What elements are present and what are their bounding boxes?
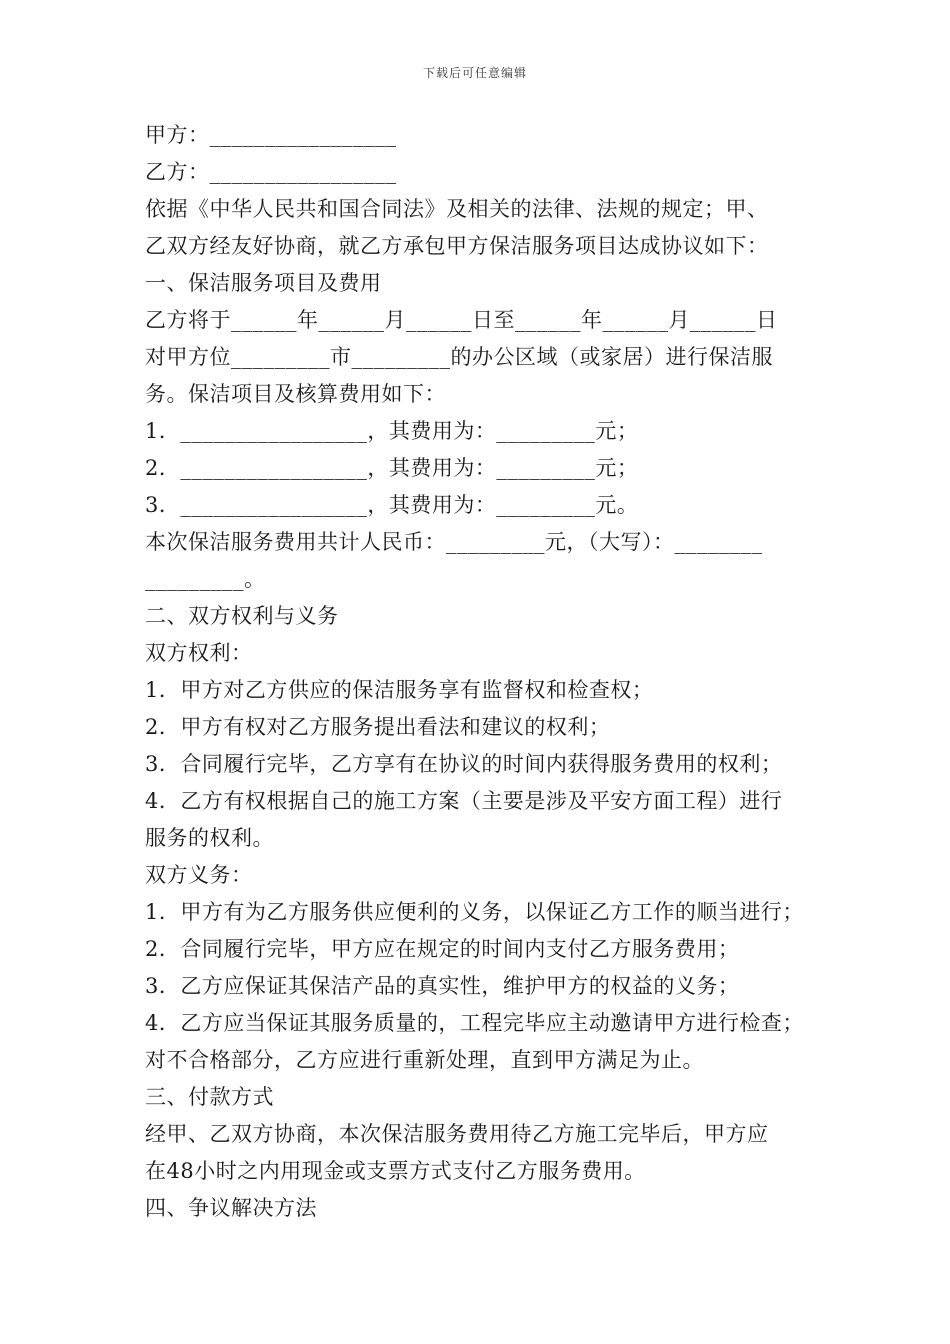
fee-item-1: 1．_________________，其费用为：_________元； [145,419,639,443]
preamble-line-1: 依据《中华人民共和国合同法》及相关的法律、法规的规定；甲、 [145,197,769,221]
rights-item-1: 1．甲方对乙方供应的保洁服务享有监督权和检查权； [145,678,654,702]
service-period-line: 乙方将于______年______月______日至______年______月______日 [145,308,778,332]
rights-heading: 双方权利： [145,641,253,665]
contract-body [145,117,825,1227]
service-items-intro: 务。保洁项目及核算费用如下： [145,382,446,406]
fee-total-line: 本次保洁服务费用共计人民币：_________元，（大写）：________ [145,530,763,554]
rights-item-3: 3．合同履行完毕，乙方享有在协议的时间内获得服务费用的权利； [145,752,783,776]
fee-item-2: 2．_________________，其费用为：_________元； [145,456,639,480]
rights-item-4: 4．乙方有权根据自己的施工方案（主要是涉及平安方面工程）进行 [145,789,783,813]
section-4-heading: 四、争议解决方法 [145,1196,317,1220]
obligations-item-2: 2．合同履行完毕，甲方应在规定的时间内支付乙方服务费用； [145,937,740,961]
section-1-heading: 一、保洁服务项目及费用 [145,271,382,295]
section-2-heading: 二、双方权利与义务 [145,604,339,628]
obligations-item-1: 1．甲方有为乙方服务供应便利的义务，以保证乙方工作的顺当进行； [145,900,804,924]
fee-item-3: 3．_________________，其费用为：_________元。 [145,493,639,517]
section-3-heading: 三、付款方式 [145,1085,274,1109]
payment-line-1: 经甲、乙双方协商，本次保洁服务费用待乙方施工完毕后，甲方应 [145,1122,769,1146]
service-location-line: 对甲方位_________市_________的办公区域（或家居）进行保洁服 [145,345,773,369]
rights-item-4-cont: 服务的权利。 [145,826,274,850]
obligations-item-4: 4．乙方应当保证其服务质量的，工程完毕应主动邀请甲方进行检查； [145,1011,804,1035]
payment-line-2: 在48小时之内用现金或支票方式支付乙方服务费用。 [145,1159,646,1183]
obligations-item-3: 3．乙方应保证其保洁产品的真实性，维护甲方的权益的义务； [145,974,740,998]
rights-item-2: 2．甲方有权对乙方服务提出看法和建议的权利； [145,715,611,739]
obligations-heading: 双方义务： [145,863,253,887]
fee-total-line-cont: _________。 [145,567,266,591]
page-header: 下载后可任意编辑 [422,66,527,80]
party-b-line: 乙方：_________________ [145,160,397,184]
preamble-line-2: 乙双方经友好协商，就乙方承包甲方保洁服务项目达成协议如下： [145,234,769,258]
obligations-item-4-cont: 对不合格部分，乙方应进行重新处理，直到甲方满足为止。 [145,1048,704,1072]
party-a-line: 甲方：_________________ [145,123,397,147]
